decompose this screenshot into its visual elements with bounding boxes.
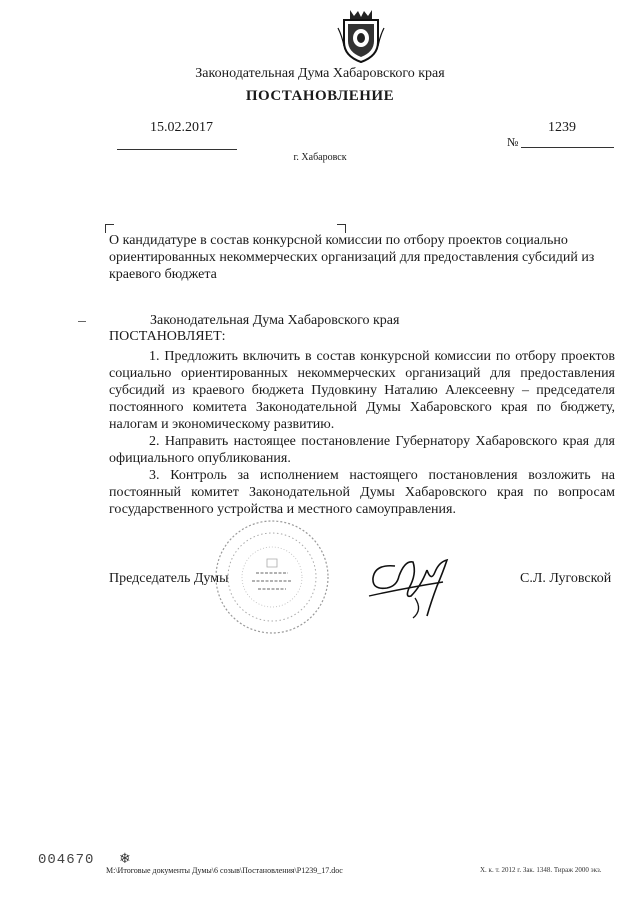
- signatory-title: Председатель Думы: [109, 571, 229, 586]
- resolves-heading: ПОСТАНОВЛЯЕТ:: [109, 329, 226, 344]
- subject-line: ориентированных некоммерческих организаций для предоставления субсидий из: [109, 250, 595, 265]
- print-info: Х. к. т. 2012 г. Зак. 1348. Тираж 2000 экз.: [480, 866, 602, 874]
- margin-mark: [78, 321, 86, 322]
- official-seal-icon: [212, 517, 332, 637]
- resolution-body: [109, 348, 615, 518]
- signatory-name: С.Л. Луговской: [520, 571, 612, 586]
- organization-name: Законодательная Дума Хабаровского края: [195, 66, 445, 81]
- preamble: Законодательная Дума Хабаровского края: [150, 313, 400, 328]
- resolution-item: 3. Контроль за исполнением настоящего постановления возложить на постоянный комитет Законодательной Думы Хабаровского края по вопросам государственного устройства и местного самоуправления.: [109, 468, 615, 517]
- document-subject: [109, 232, 625, 283]
- number-underline: [521, 147, 614, 148]
- file-path: М:\Итоговые документы Думы\6 созыв\Постановления\Р1239_17.doc: [106, 866, 343, 875]
- registration-number: 004670: [38, 852, 95, 868]
- subject-line: О кандидатуре в состав конкурсной комиссии по отбору проектов социально: [109, 233, 568, 248]
- document-number: 1239: [548, 120, 576, 135]
- subject-line: краевого бюджета: [109, 267, 217, 282]
- handwritten-signature: [365, 552, 460, 622]
- resolution-item: 2. Направить настоящее постановление Губернатору Хабаровского края для официального опубликования.: [109, 434, 615, 466]
- snowflake-icon: ❄: [119, 852, 131, 867]
- number-label: №: [507, 135, 519, 149]
- resolution-item: 1. Предложить включить в состав конкурсной комиссии по отбору проектов социально ориентированных некоммерческих организаций для предоставления субсидий из краевого бюджета Пудовкину Наталию Алексеевну – председателя постоянного комитета Законодательной Думы Хабаровского края по бюджету, налогам и экономическому развитию.: [109, 349, 615, 432]
- coat-of-arms-icon: [336, 6, 386, 64]
- city-name: г. Хабаровск: [293, 152, 347, 163]
- date-underline: [117, 149, 237, 150]
- document-type-title: ПОСТАНОВЛЕНИЕ: [245, 88, 395, 104]
- document-date: 15.02.2017: [150, 120, 213, 135]
